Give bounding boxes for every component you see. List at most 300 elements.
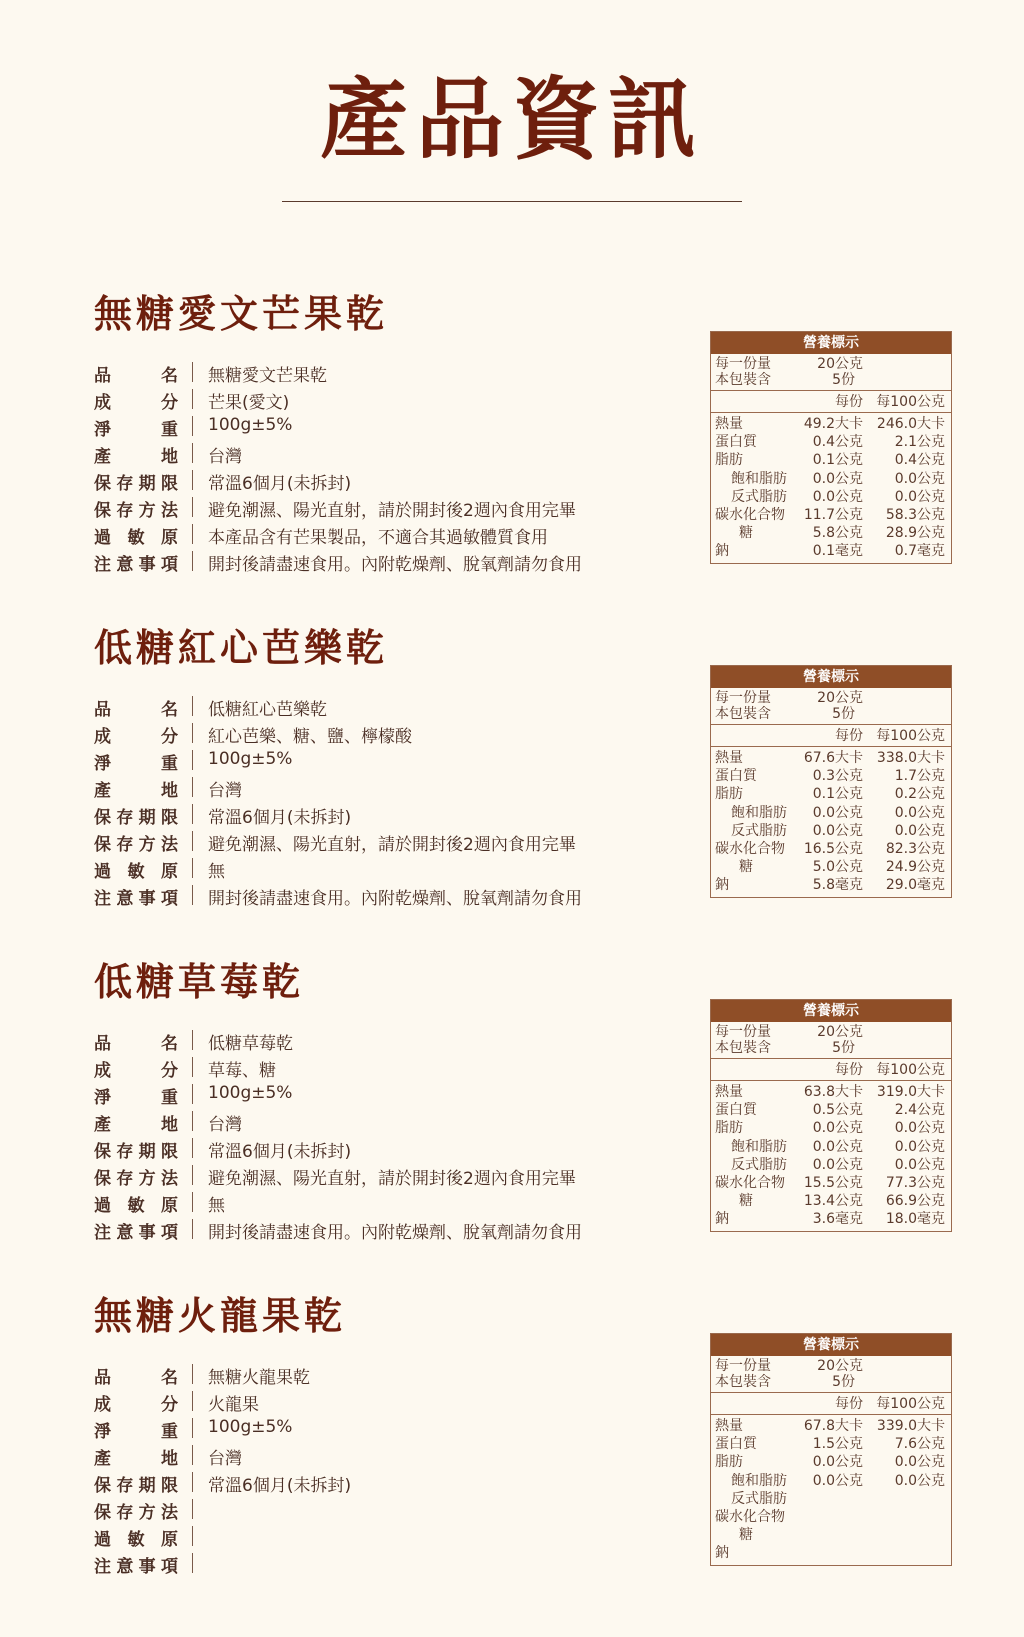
product-title: 無糖愛文芒果乾 [94, 292, 389, 336]
nutrient-row-sugar [711, 524, 951, 542]
info-value: 開封後請盡速食用。內附乾燥劑、脫氧劑請勿食用 [208, 889, 582, 909]
info-divider [192, 831, 193, 851]
nutrient-per-100g: 0.0公克 [894, 1138, 945, 1155]
nutrient-per-serving: 0.0公克 [812, 822, 863, 839]
info-divider [192, 858, 193, 878]
info-divider [192, 804, 193, 824]
serving-size-row [711, 690, 951, 706]
nutrient-per-100g: 0.4公克 [894, 452, 945, 469]
servings-value: 5份 [832, 1374, 855, 1390]
info-key: 淨 重 [94, 420, 178, 440]
info-row-notice [94, 1216, 654, 1243]
info-value: 台灣 [208, 1449, 242, 1469]
nutrition-facts-table [710, 1333, 952, 1566]
per-100g-header: 每100公克 [876, 1062, 945, 1078]
product-title: 無糖火龍果乾 [94, 1294, 347, 1338]
nutrient-label: 反式脂肪 [731, 1490, 787, 1507]
nutrient-per-serving: 13.4公克 [803, 1193, 863, 1210]
info-divider [192, 416, 193, 436]
nutrient-per-serving: 67.6大卡 [803, 750, 863, 766]
product-info-list [94, 359, 654, 575]
info-divider [192, 1364, 193, 1384]
info-key: 品 名 [94, 1368, 178, 1388]
nutrient-per-100g: 0.2公克 [894, 786, 945, 803]
page-title: 產品資訊 [319, 68, 704, 171]
serving-size-row [711, 1024, 951, 1040]
nutrient-per-100g: 18.0毫克 [885, 1211, 945, 1228]
nutrient-label: 糖 [739, 1193, 753, 1210]
info-divider [192, 1030, 193, 1050]
info-row-name [94, 359, 654, 386]
nutrient-row-saturated-fat [711, 1472, 951, 1490]
nutrient-per-serving: 0.0公克 [812, 1156, 863, 1173]
servings-label: 本包裝含 [715, 372, 771, 388]
nutrient-per-serving: 5.0公克 [812, 859, 863, 876]
info-row-net-weight [94, 747, 654, 774]
serving-size-value: 20公克 [817, 1358, 863, 1374]
nutrient-label: 鈉 [715, 877, 729, 894]
info-row-net-weight [94, 1415, 654, 1442]
info-row-shelf-life [94, 1135, 654, 1162]
nutrient-label: 碳水化合物 [715, 506, 785, 523]
serving-size-value: 20公克 [817, 1024, 863, 1040]
nutrition-column-header [711, 390, 951, 413]
info-divider [192, 497, 193, 517]
info-value: 100g±5% [208, 749, 293, 769]
nutrient-label: 飽和脂肪 [731, 1472, 787, 1489]
nutrition-facts-table [710, 665, 952, 898]
info-key: 品 名 [94, 366, 178, 386]
nutrient-per-serving: 1.5公克 [812, 1436, 863, 1453]
nutrient-per-100g: 0.0公克 [894, 822, 945, 839]
nutrient-row-protein [711, 1435, 951, 1453]
nutrition-body [711, 747, 951, 897]
info-key: 保存方法 [94, 501, 178, 521]
nutrition-header: 營養標示 [711, 666, 951, 688]
nutrient-row-calories [711, 749, 951, 767]
serving-size-value: 20公克 [817, 690, 863, 706]
info-row-ingredients [94, 720, 654, 747]
nutrient-row-fat [711, 785, 951, 803]
serving-size-row [711, 1358, 951, 1374]
nutrient-per-serving: 67.8大卡 [803, 1418, 863, 1434]
nutrient-per-100g: 58.3公克 [885, 506, 945, 523]
info-divider [192, 551, 193, 571]
info-key: 產 地 [94, 1449, 178, 1469]
product-section-4 [0, 1294, 1024, 1637]
info-divider [192, 1472, 193, 1492]
info-row-allergen [94, 521, 654, 548]
nutrient-row-calories [711, 1083, 951, 1101]
servings-label: 本包裝含 [715, 706, 771, 722]
nutrient-per-serving: 0.0公克 [812, 804, 863, 821]
nutrient-per-100g: 2.1公克 [894, 434, 945, 451]
servings-row [711, 1374, 951, 1390]
nutrient-row-sugar [711, 1526, 951, 1544]
nutrient-label: 碳水化合物 [715, 1174, 785, 1191]
nutrition-column-header [711, 1058, 951, 1081]
product-info-list [94, 1027, 654, 1243]
nutrient-per-serving: 0.3公克 [812, 768, 863, 785]
info-row-name [94, 693, 654, 720]
nutrient-per-serving: 5.8毫克 [812, 877, 863, 894]
nutrient-row-sodium [711, 876, 951, 894]
info-key: 過 敏 原 [94, 528, 178, 548]
nutrient-label: 脂肪 [715, 1454, 743, 1471]
info-divider [192, 1499, 193, 1519]
product-section-1 [0, 292, 1024, 635]
nutrient-row-sugar [711, 1192, 951, 1210]
nutrition-column-header [711, 724, 951, 747]
info-row-allergen [94, 855, 654, 882]
info-row-storage [94, 1496, 654, 1523]
servings-label: 本包裝含 [715, 1374, 771, 1390]
nutrient-label: 脂肪 [715, 452, 743, 469]
info-value: 低糖草莓乾 [208, 1034, 293, 1054]
nutrient-per-100g: 0.0公克 [894, 470, 945, 487]
info-value: 避免潮濕、陽光直射，請於開封後2週內食用完畢 [208, 501, 576, 521]
info-value: 低糖紅心芭樂乾 [208, 700, 327, 720]
info-divider [192, 389, 193, 409]
info-row-net-weight [94, 413, 654, 440]
info-divider [192, 723, 193, 743]
nutrient-label: 反式脂肪 [731, 488, 787, 505]
info-divider [192, 1192, 193, 1212]
nutrient-row-protein [711, 1101, 951, 1119]
nutrition-header: 營養標示 [711, 1000, 951, 1022]
nutrient-per-100g: 82.3公克 [885, 840, 945, 857]
nutrition-body [711, 413, 951, 563]
nutrient-per-100g: 77.3公克 [885, 1174, 945, 1191]
info-value: 開封後請盡速食用。內附乾燥劑、脫氧劑請勿食用 [208, 555, 582, 575]
nutrient-per-100g: 0.0公克 [894, 1454, 945, 1471]
per-100g-header: 每100公克 [876, 394, 945, 410]
nutrient-row-sugar [711, 858, 951, 876]
info-key: 成 分 [94, 1395, 178, 1415]
info-key: 過 敏 原 [94, 1530, 178, 1550]
nutrient-label: 飽和脂肪 [731, 1138, 787, 1155]
servings-row [711, 706, 951, 722]
nutrient-row-sodium [711, 1210, 951, 1228]
nutrient-label: 鈉 [715, 1211, 729, 1228]
nutrition-facts-table [710, 331, 952, 564]
info-value: 無糖愛文芒果乾 [208, 366, 327, 386]
nutrient-label: 脂肪 [715, 786, 743, 803]
nutrient-label: 蛋白質 [715, 1102, 757, 1119]
info-divider [192, 1111, 193, 1131]
nutrition-column-header [711, 1392, 951, 1415]
info-divider [192, 696, 193, 716]
info-row-ingredients [94, 386, 654, 413]
product-title: 低糖草莓乾 [94, 960, 305, 1004]
per-serving-header: 每份 [835, 394, 863, 410]
nutrient-row-carbohydrates [711, 1508, 951, 1526]
nutrient-label: 熱量 [715, 416, 743, 432]
nutrient-row-calories [711, 1417, 951, 1435]
info-key: 產 地 [94, 781, 178, 801]
info-key: 保存方法 [94, 1503, 178, 1523]
info-key: 成 分 [94, 1061, 178, 1081]
nutrient-row-fat [711, 451, 951, 469]
info-row-allergen [94, 1189, 654, 1216]
nutrient-per-100g: 0.7毫克 [894, 543, 945, 560]
info-key: 保存期限 [94, 808, 178, 828]
info-value: 開封後請盡速食用。內附乾燥劑、脫氧劑請勿食用 [208, 1223, 582, 1243]
title-divider [282, 201, 742, 202]
nutrient-row-trans-fat [711, 1156, 951, 1174]
nutrient-row-protein [711, 433, 951, 451]
info-key: 注意事項 [94, 1223, 178, 1243]
nutrient-per-serving: 0.0公克 [812, 1120, 863, 1137]
nutrient-per-serving: 0.0公克 [812, 488, 863, 505]
info-divider [192, 777, 193, 797]
info-value: 無 [208, 1196, 225, 1216]
nutrient-per-serving: 3.6毫克 [812, 1211, 863, 1228]
info-divider [192, 524, 193, 544]
nutrient-label: 糖 [739, 525, 753, 542]
nutrient-label: 鈉 [715, 543, 729, 560]
product-title: 低糖紅心芭樂乾 [94, 626, 389, 670]
info-value: 台灣 [208, 447, 242, 467]
product-info-list [94, 693, 654, 909]
servings-value: 5份 [832, 1040, 855, 1056]
info-row-storage [94, 1162, 654, 1189]
nutrient-label: 碳水化合物 [715, 840, 785, 857]
info-value: 無糖火龍果乾 [208, 1368, 310, 1388]
nutrient-label: 熱量 [715, 1084, 743, 1100]
servings-row [711, 1040, 951, 1056]
nutrient-label: 蛋白質 [715, 434, 757, 451]
info-key: 保存期限 [94, 474, 178, 494]
nutrient-label: 熱量 [715, 1418, 743, 1434]
info-row-origin [94, 440, 654, 467]
serving-size-value: 20公克 [817, 356, 863, 372]
per-serving-header: 每份 [835, 1062, 863, 1078]
servings-label: 本包裝含 [715, 1040, 771, 1056]
info-value: 常溫6個月(未拆封) [208, 1142, 352, 1162]
nutrient-row-carbohydrates [711, 840, 951, 858]
info-row-shelf-life [94, 801, 654, 828]
nutrition-facts-table [710, 999, 952, 1232]
nutrient-label: 碳水化合物 [715, 1508, 785, 1525]
info-divider [192, 885, 193, 905]
serving-size-row [711, 356, 951, 372]
nutrient-per-100g: 0.0公克 [894, 1156, 945, 1173]
serving-size-label: 每一份量 [715, 1024, 771, 1040]
serving-size-label: 每一份量 [715, 356, 771, 372]
nutrient-per-serving: 63.8大卡 [803, 1084, 863, 1100]
nutrient-row-protein [711, 767, 951, 785]
info-divider [192, 1165, 193, 1185]
info-key: 過 敏 原 [94, 1196, 178, 1216]
info-row-storage [94, 494, 654, 521]
info-value: 紅心芭樂、糖、鹽、檸檬酸 [208, 727, 412, 747]
nutrient-per-100g: 7.6公克 [894, 1436, 945, 1453]
info-key: 保存方法 [94, 835, 178, 855]
info-row-name [94, 1361, 654, 1388]
nutrient-per-100g: 24.9公克 [885, 859, 945, 876]
info-value: 避免潮濕、陽光直射，請於開封後2週內食用完畢 [208, 1169, 576, 1189]
nutrient-row-calories [711, 415, 951, 433]
nutrient-row-saturated-fat [711, 470, 951, 488]
info-key: 過 敏 原 [94, 862, 178, 882]
nutrient-per-serving: 0.1毫克 [812, 543, 863, 560]
nutrient-row-carbohydrates [711, 506, 951, 524]
servings-value: 5份 [832, 372, 855, 388]
info-key: 成 分 [94, 727, 178, 747]
info-value: 避免潮濕、陽光直射，請於開封後2週內食用完畢 [208, 835, 576, 855]
info-row-origin [94, 1442, 654, 1469]
info-row-ingredients [94, 1054, 654, 1081]
info-divider [192, 1057, 193, 1077]
nutrient-row-sodium [711, 542, 951, 560]
nutrient-row-sodium [711, 1544, 951, 1562]
nutrient-row-saturated-fat [711, 1138, 951, 1156]
info-divider [192, 470, 193, 490]
product-section-2 [0, 626, 1024, 969]
per-100g-header: 每100公克 [876, 728, 945, 744]
nutrient-label: 反式脂肪 [731, 822, 787, 839]
nutrient-per-100g: 28.9公克 [885, 525, 945, 542]
info-divider [192, 1391, 193, 1411]
nutrition-header: 營養標示 [711, 1334, 951, 1356]
info-key: 品 名 [94, 1034, 178, 1054]
info-divider [192, 1526, 193, 1546]
per-100g-header: 每100公克 [876, 1396, 945, 1412]
info-divider [192, 362, 193, 382]
info-row-shelf-life [94, 467, 654, 494]
nutrient-label: 飽和脂肪 [731, 804, 787, 821]
info-key: 品 名 [94, 700, 178, 720]
product-info-list [94, 1361, 654, 1577]
info-key: 淨 重 [94, 754, 178, 774]
nutrient-per-serving: 15.5公克 [803, 1174, 863, 1191]
nutrient-per-100g: 319.0大卡 [876, 1084, 945, 1100]
nutrition-header: 營養標示 [711, 332, 951, 354]
per-serving-header: 每份 [835, 728, 863, 744]
info-key: 淨 重 [94, 1088, 178, 1108]
nutrient-per-100g: 66.9公克 [885, 1193, 945, 1210]
info-key: 產 地 [94, 1115, 178, 1135]
info-value: 常溫6個月(未拆封) [208, 1476, 352, 1496]
nutrient-row-trans-fat [711, 822, 951, 840]
nutrient-per-100g: 246.0大卡 [876, 416, 945, 432]
info-key: 注意事項 [94, 889, 178, 909]
info-key: 注意事項 [94, 1557, 178, 1577]
nutrient-per-serving: 0.0公克 [812, 1472, 863, 1489]
serving-size-label: 每一份量 [715, 1358, 771, 1374]
nutrient-label: 糖 [739, 1527, 753, 1544]
info-key: 保存期限 [94, 1476, 178, 1496]
nutrient-per-serving: 0.1公克 [812, 786, 863, 803]
nutrient-per-100g: 0.0公克 [894, 1472, 945, 1489]
info-value: 無 [208, 862, 225, 882]
info-divider [192, 1553, 193, 1573]
nutrient-label: 糖 [739, 859, 753, 876]
info-divider [192, 1219, 193, 1239]
info-row-origin [94, 1108, 654, 1135]
nutrient-label: 飽和脂肪 [731, 470, 787, 487]
info-key: 淨 重 [94, 1422, 178, 1442]
info-divider [192, 1445, 193, 1465]
nutrient-row-trans-fat [711, 488, 951, 506]
info-row-ingredients [94, 1388, 654, 1415]
info-row-shelf-life [94, 1469, 654, 1496]
nutrient-label: 熱量 [715, 750, 743, 766]
nutrient-row-fat [711, 1453, 951, 1471]
nutrient-per-serving: 49.2大卡 [803, 416, 863, 432]
info-row-notice [94, 1550, 654, 1577]
nutrient-per-100g: 29.0毫克 [885, 877, 945, 894]
info-divider [192, 443, 193, 463]
info-row-notice [94, 882, 654, 909]
info-row-net-weight [94, 1081, 654, 1108]
info-key: 保存期限 [94, 1142, 178, 1162]
info-value: 100g±5% [208, 1083, 293, 1103]
nutrient-label: 蛋白質 [715, 768, 757, 785]
nutrient-per-serving: 5.8公克 [812, 525, 863, 542]
nutrient-per-100g: 1.7公克 [894, 768, 945, 785]
nutrient-per-serving: 0.0公克 [812, 1138, 863, 1155]
nutrient-per-100g: 0.0公克 [894, 804, 945, 821]
info-row-origin [94, 774, 654, 801]
nutrient-row-carbohydrates [711, 1174, 951, 1192]
nutrient-per-100g: 2.4公克 [894, 1102, 945, 1119]
info-value: 100g±5% [208, 415, 293, 435]
info-row-notice [94, 548, 654, 575]
nutrient-row-trans-fat [711, 1490, 951, 1508]
info-value: 常溫6個月(未拆封) [208, 808, 352, 828]
nutrition-body [711, 1415, 951, 1565]
info-value: 常溫6個月(未拆封) [208, 474, 352, 494]
info-value: 100g±5% [208, 1417, 293, 1437]
info-value: 火龍果 [208, 1395, 259, 1415]
info-key: 成 分 [94, 393, 178, 413]
info-key: 產 地 [94, 447, 178, 467]
nutrient-per-100g: 338.0大卡 [876, 750, 945, 766]
info-divider [192, 750, 193, 770]
nutrient-label: 脂肪 [715, 1120, 743, 1137]
servings-value: 5份 [832, 706, 855, 722]
nutrient-label: 鈉 [715, 1545, 729, 1562]
nutrient-per-serving: 0.4公克 [812, 434, 863, 451]
info-key: 注意事項 [94, 555, 178, 575]
nutrient-per-serving: 0.5公克 [812, 1102, 863, 1119]
nutrient-per-100g: 0.0公克 [894, 488, 945, 505]
info-divider [192, 1418, 193, 1438]
info-value: 本產品含有芒果製品，不適合其過敏體質食用 [208, 528, 548, 548]
info-value: 台灣 [208, 781, 242, 801]
serving-size-label: 每一份量 [715, 690, 771, 706]
info-key: 保存方法 [94, 1169, 178, 1189]
nutrient-per-serving: 0.0公克 [812, 1454, 863, 1471]
nutrient-per-100g: 0.0公克 [894, 1120, 945, 1137]
nutrient-row-fat [711, 1119, 951, 1137]
servings-row [711, 372, 951, 388]
info-row-storage [94, 828, 654, 855]
nutrient-per-serving: 11.7公克 [803, 506, 863, 523]
info-value: 草莓、糖 [208, 1061, 276, 1081]
nutrient-per-serving: 0.0公克 [812, 470, 863, 487]
nutrient-per-serving: 16.5公克 [803, 840, 863, 857]
info-row-name [94, 1027, 654, 1054]
nutrient-label: 蛋白質 [715, 1436, 757, 1453]
product-section-3 [0, 960, 1024, 1303]
nutrient-per-serving: 0.1公克 [812, 452, 863, 469]
info-divider [192, 1084, 193, 1104]
info-divider [192, 1138, 193, 1158]
info-value: 芒果(愛文) [208, 393, 290, 413]
